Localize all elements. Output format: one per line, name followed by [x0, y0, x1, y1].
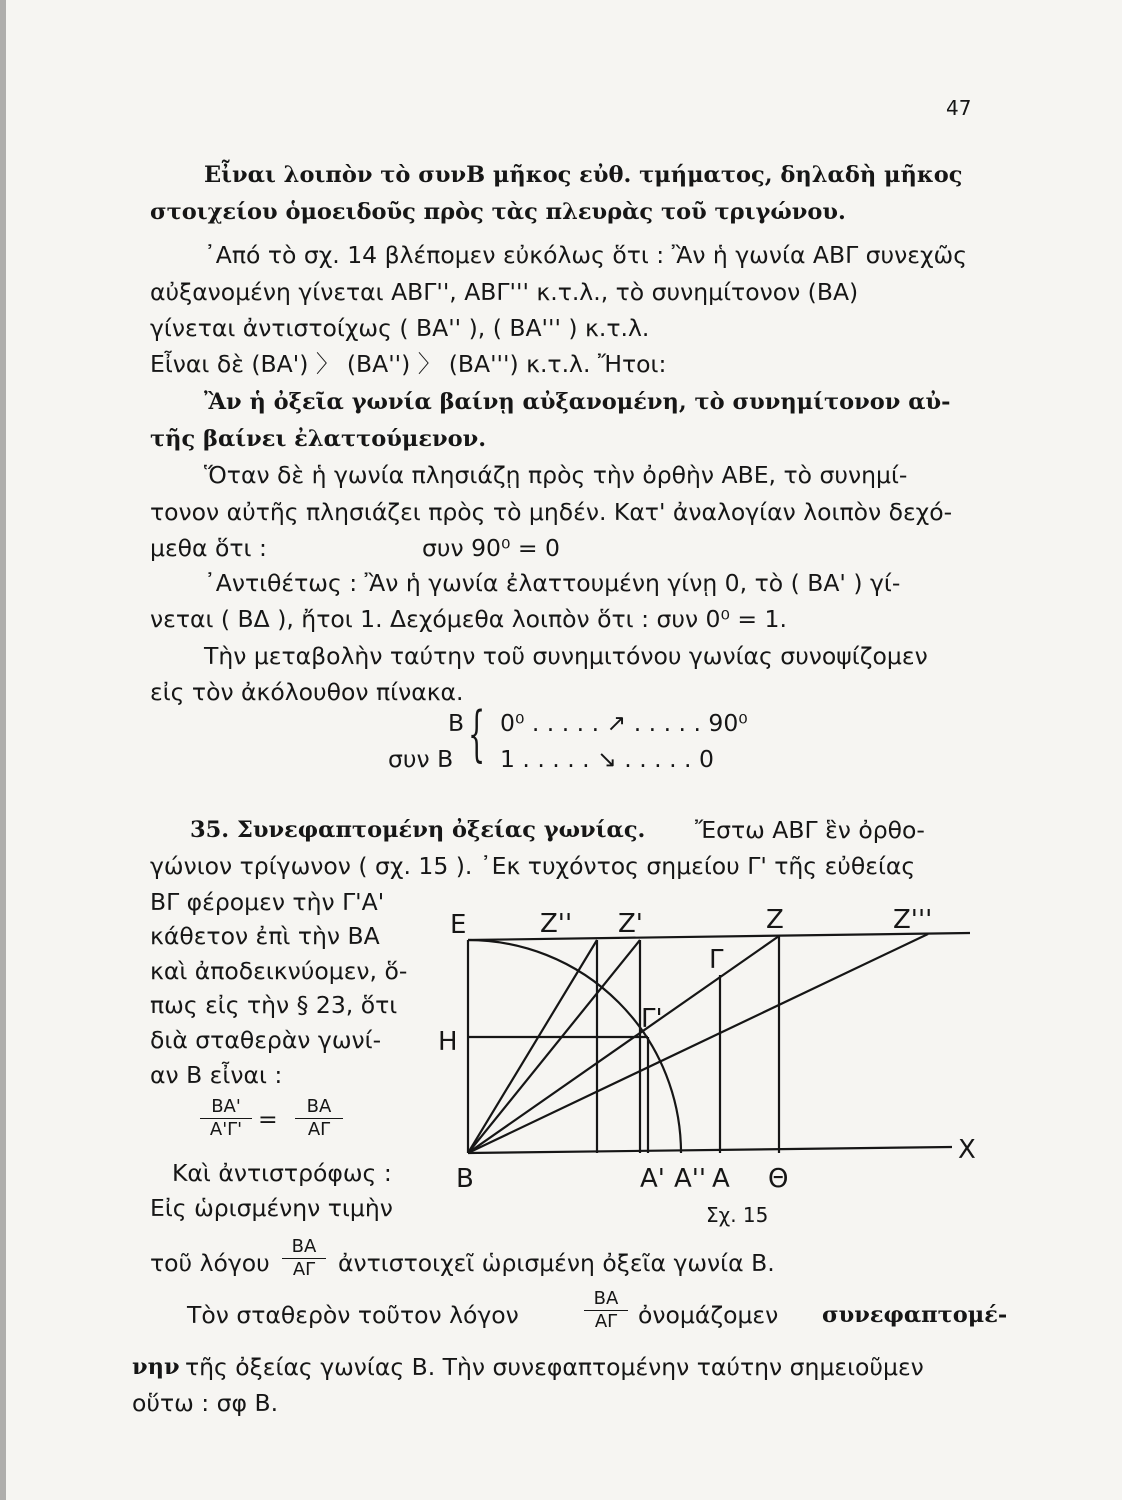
- label-Z3: Ζ''': [893, 905, 933, 935]
- label-Z: Ζ: [766, 905, 784, 935]
- label-A2: Α'': [674, 1164, 707, 1194]
- s35-line9: Καὶ ἀντιστρόφως :: [172, 1159, 392, 1187]
- table-row2-label: συν Β: [388, 745, 454, 773]
- s35-line3: ΒΓ φέρομεν τὴν Γ'Α': [150, 888, 385, 916]
- s35-line11-lead: τοῦ λόγου: [150, 1249, 270, 1277]
- s35-line12-lead: Τὸν σταθερὸν τοῦτον λόγον: [187, 1301, 519, 1329]
- label-Z1: Ζ': [618, 909, 643, 939]
- s35-line6: πως εἰς τὴν § 23, ὅτι: [150, 991, 398, 1019]
- p2-line2: αὐξανομένη γίνεται ΑΒΓ'', ΑΒΓ''' κ.τ.λ., τὸ συνημίτονον (ΒΑ): [150, 278, 859, 306]
- s35-line10: Εἰς ὡρισμένην τιμὴν: [150, 1194, 393, 1222]
- fraction-1-denominator: Α'Γ': [209, 1119, 243, 1140]
- term-cotangent-end: νην: [132, 1354, 180, 1380]
- p5-line2: νεται ( ΒΔ ), ἤτοι 1. Δεχόμεθα λοιπὸν ὅτι : συν 0⁰ = 1.: [150, 605, 787, 633]
- p1-line2: στοιχείου ὁμοειδοῦς πρὸς τὰς πλευρὰς τοῦ τριγώνου.: [150, 199, 846, 225]
- p5-line1: ᾿Αντιθέτως : Ἂν ἡ γωνία ἐλαττουμένη γίνῃ 0, τὸ ( ΒΑ' ) γί-: [204, 569, 901, 597]
- label-G1: Γ': [641, 1004, 663, 1034]
- label-E: Ε: [450, 910, 467, 940]
- p4-line1: Ὅταν δὲ ἡ γωνία πλησιάζῃ πρὸς τὴν ὀρθὴν ΑΒΕ, τὸ συνημί-: [204, 461, 908, 489]
- label-X: Χ: [958, 1135, 976, 1165]
- p2-line1: ᾿Από τὸ σχ. 14 βλέπομεν εὐκόλως ὅτι : Ἂν ἡ γωνία ΑΒΓ συνεχῶς: [204, 241, 968, 269]
- fraction-4-numerator: ΒΑ: [593, 1288, 619, 1309]
- page-number: 47: [946, 96, 972, 120]
- s35-line7: διὰ σταθερὰν γωνί-: [150, 1026, 382, 1054]
- fraction-1-numerator: ΒΑ': [211, 1096, 241, 1117]
- s35-line8: αν Β εἶναι :: [150, 1061, 283, 1089]
- label-A1: Α': [640, 1164, 665, 1194]
- table-row2-values: 1 . . . . . ↘ . . . . . 0: [500, 745, 714, 773]
- p4-formula: συν 90⁰ = 0: [422, 534, 560, 562]
- s35-line13: τῆς ὀξείας γωνίας Β. Τὴν συνεφαπτομένην ταύτην σημειοῦμεν: [185, 1353, 924, 1381]
- table-row1-label: Β: [448, 709, 465, 737]
- table-row1-values: 0⁰ . . . . . ↗ . . . . . 90⁰: [500, 709, 748, 737]
- s35-line14: οὕτω : σφ Β.: [132, 1389, 279, 1417]
- label-TH: Θ: [768, 1164, 789, 1194]
- p1-line1: Εἶναι λοιπὸν τὸ συνΒ μῆκος εὐθ. τμήματος, δηλαδὴ μῆκος: [204, 162, 963, 188]
- p4-line2: τονον αὐτῆς πλησιάζει πρὸς τὸ μηδέν. Κατ' ἀναλογίαν λοιπὸν δεχό-: [150, 498, 953, 526]
- fraction-2-numerator: ΒΑ: [306, 1096, 332, 1117]
- s35-line11-rest: ἀντιστοιχεῖ ὡρισμένη ὀξεῖα γωνία Β.: [338, 1249, 775, 1277]
- fraction-3-denominator: ΑΓ: [292, 1259, 316, 1280]
- label-G: Γ: [709, 945, 724, 975]
- p2-line4: Εἶναι δὲ (ΒΑ') 〉 (ΒΑ'') 〉 (ΒΑ''') κ.τ.λ. Ἤτοι:: [150, 350, 667, 378]
- p6-line2: εἰς τὸν ἀκόλουθον πίνακα.: [150, 678, 464, 706]
- equals-sign: =: [258, 1105, 278, 1133]
- fraction-2-denominator: ΑΓ: [307, 1119, 331, 1140]
- ray-Z1: [468, 940, 640, 1153]
- s35-line2: γώνιον τρίγωνον ( σχ. 15 ). ᾿Εκ τυχόντος σημείου Γ' τῆς εὐθείας: [150, 852, 916, 880]
- p3-line2: τῆς βαίνει ἐλαττούμενον.: [150, 426, 487, 452]
- ray-Z3: [468, 934, 928, 1153]
- p2-line3: γίνεται ἀντιστοίχως ( ΒΑ'' ), ( ΒΑ''' ) κ.τ.λ.: [150, 314, 650, 342]
- label-Z2: Ζ'': [540, 909, 573, 939]
- fraction-3-numerator: ΒΑ: [291, 1236, 317, 1257]
- p3-line1: Ἂν ἡ ὀξεῖα γωνία βαίνῃ αὐξανομένη, τὸ συνημίτονον αὐ-: [204, 389, 951, 415]
- s35-line1-rest: Ἔστω ΑΒΓ ἓν ὀρθο-: [695, 816, 925, 844]
- table-brace: {: [468, 699, 486, 769]
- label-B: Β: [456, 1164, 474, 1194]
- figure-caption: Σχ. 15: [706, 1203, 769, 1227]
- s35-line5: καὶ ἀποδεικνύομεν, ὅ-: [150, 957, 408, 985]
- term-cotangent: συνεφαπτομέ-: [822, 1302, 1008, 1328]
- fraction-4-denominator: ΑΓ: [594, 1311, 618, 1332]
- s35-line12-mid: ὀνομάζομεν: [638, 1301, 779, 1329]
- ray-Z: [468, 936, 779, 1153]
- s35-line4: κάθετον ἐπὶ τὴν ΒΑ: [150, 922, 380, 950]
- label-H: Η: [438, 1027, 458, 1057]
- ray-Z2: [468, 940, 597, 1153]
- section-35-heading: 35. Συνεφαπτομένη ὀξείας γωνίας.: [190, 817, 646, 843]
- p4-line3-lead: μεθα ὅτι :: [150, 534, 267, 562]
- label-A: Α: [712, 1164, 730, 1194]
- line-BX: [468, 1147, 952, 1153]
- p6-line1: Τὴν μεταβολὴν ταύτην τοῦ συνημιτόνου γωνίας συνοψίζομεν: [204, 642, 928, 670]
